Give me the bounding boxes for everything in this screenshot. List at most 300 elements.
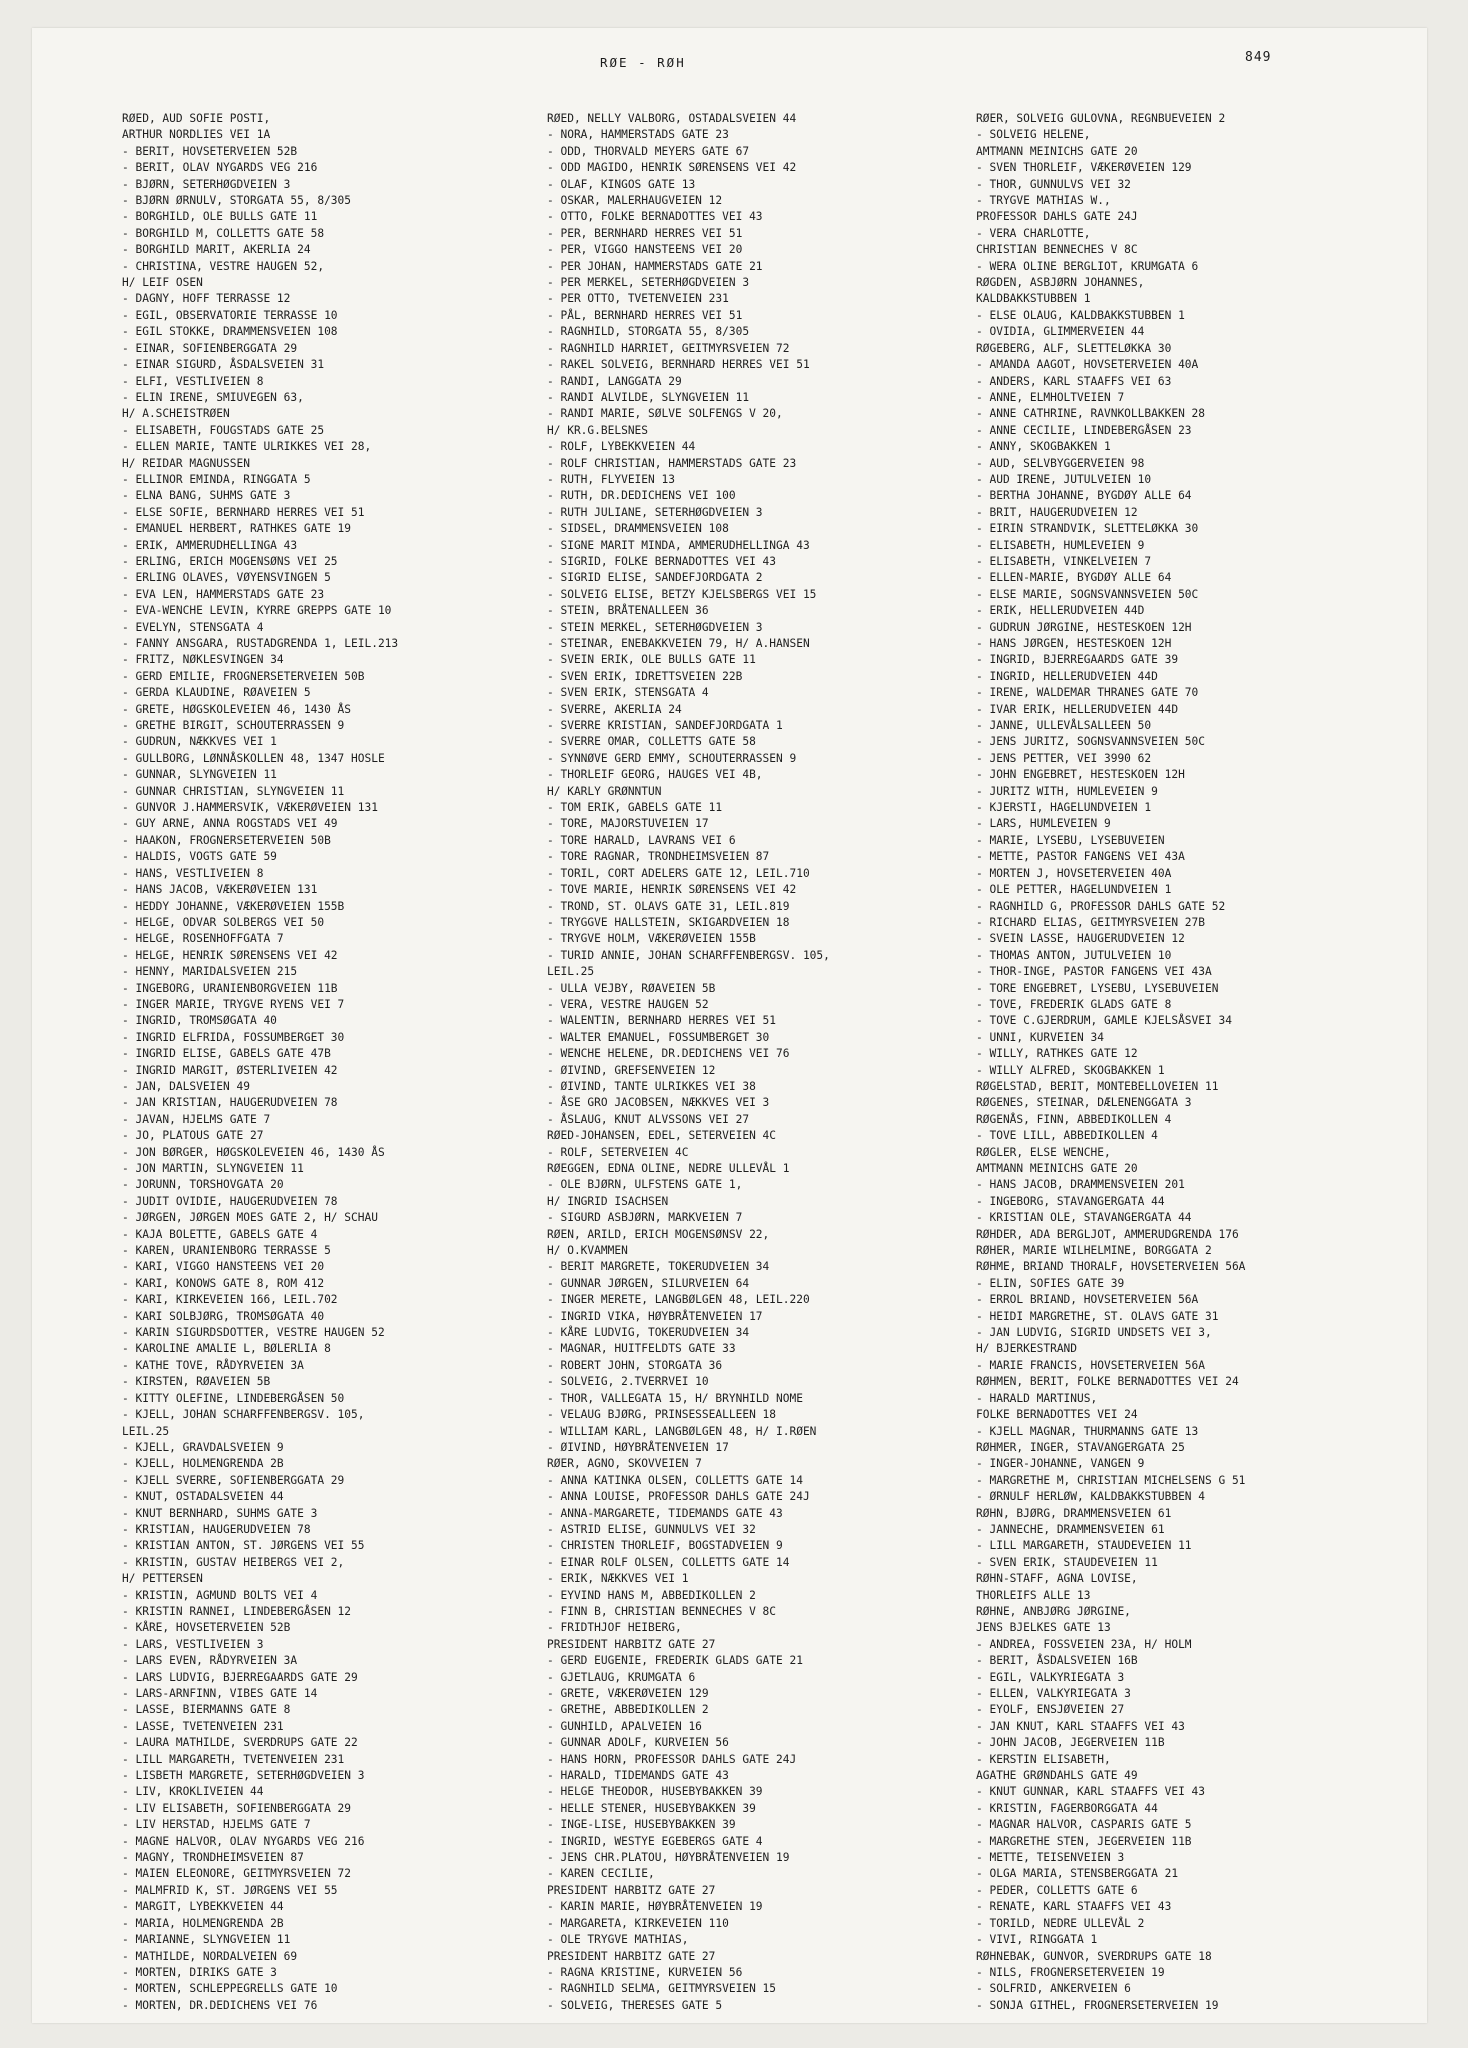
directory-entry: - KARI, KIRKEVEIEN 166, LEIL.702	[122, 1293, 338, 1307]
directory-entry: - WALENTIN, BERNHARD HERRES VEI 51	[547, 1014, 777, 1028]
directory-entry: - EINAR, SOFIENBERGGATA 29	[122, 341, 298, 355]
directory-entry: - BORGHILD MARIT, AKERLIA 24	[122, 243, 311, 257]
directory-entry: KALDBAKKSTUBBEN 1	[976, 292, 1091, 306]
directory-entry: - EVA-WENCHE LEVIN, KYRRE GREPPS GATE 10	[122, 604, 392, 618]
directory-entry: - IRENE, WALDEMAR THRANES GATE 70	[976, 686, 1199, 700]
directory-entry: - HANS JØRGEN, HESTESKOEN 12H	[976, 637, 1172, 650]
directory-entry: - SIDSEL, DRAMMENSVEIEN 108	[547, 522, 729, 536]
directory-entry: RØGEBERG, ALF, SLETTELØKKA 30	[976, 341, 1172, 355]
directory-entry: - HEIDI MARGRETHE, ST. OLAVS GATE 31	[976, 1309, 1219, 1323]
directory-entry: RØED, AUD SOFIE POSTI,	[122, 112, 271, 125]
directory-entry: - KARI, KONOWS GATE 8, ROM 412	[122, 1276, 325, 1290]
directory-entry: - SIGRID ELISE, SANDEFJORDGATA 2	[547, 571, 763, 585]
directory-entry: - TOM ERIK, GABELS GATE 11	[547, 801, 723, 815]
directory-entry: - WALTER EMANUEL, FOSSUMBERGET 30	[547, 1030, 770, 1044]
directory-entry: - KNUT GUNNAR, KARL STAAFFS VEI 43	[976, 1785, 1206, 1799]
directory-entry: - MAGNAR HALVOR, CASPARIS GATE 5	[976, 1818, 1192, 1832]
running-head: RØE - RØH	[600, 55, 686, 70]
directory-entry: RØGELSTAD, BERIT, MONTEBELLOVEIEN 11	[976, 1079, 1219, 1093]
directory-entry: JENS BJELKES GATE 13	[976, 1621, 1111, 1635]
directory-entry: AGATHE GRØNDAHLS GATE 49	[976, 1769, 1138, 1783]
directory-entry: H/ PETTERSEN	[122, 1572, 203, 1586]
directory-entry: H/ A.SCHEISTRØEN	[122, 407, 230, 421]
directory-entry: H/ LEIF OSEN	[122, 276, 203, 290]
directory-entry: - TORIL, CORT ADELERS GATE 12, LEIL.710	[547, 866, 810, 880]
directory-entry: - MAIEN ELEONORE, GEITMYRSVEIEN 72	[122, 1867, 352, 1881]
directory-entry: - OVIDIA, GLIMMERVEIEN 44	[976, 325, 1145, 339]
directory-entry: H/ INGRID ISACHSEN	[547, 1194, 669, 1208]
directory-entry: - JON MARTIN, SLYNGVEIEN 11	[122, 1162, 304, 1175]
directory-entry: - SVEN ERIK, STAUDEVEIEN 11	[976, 1555, 1158, 1569]
directory-entry: - GRETHE BIRGIT, SCHOUTERRASSEN 9	[122, 719, 345, 733]
directory-entry: - ROLF, LYBEKKVEIEN 44	[547, 440, 696, 454]
directory-entry: - SIGURD ASBJØRN, MARKVEIEN 7	[547, 1211, 743, 1225]
directory-entry: - ELISABETH, VINKELVEIEN 7	[976, 554, 1152, 568]
directory-entry: PROFESSOR DAHLS GATE 24J	[976, 210, 1138, 224]
directory-entry: - HELGE THEODOR, HUSEBYBAKKEN 39	[547, 1785, 763, 1799]
directory-entry: - HEDDY JOHANNE, VÆKERØVEIEN 155B	[122, 899, 345, 913]
directory-entry: - MORTEN, DR.DEDICHENS VEI 76	[122, 1998, 318, 2012]
directory-entry: - TOVE LILL, ABBEDIKOLLEN 4	[976, 1129, 1158, 1143]
directory-entry: - MARGRETHE M, CHRISTIAN MICHELSENS G 51	[976, 1473, 1246, 1487]
directory-entry: - BORGHILD M, COLLETTS GATE 58	[122, 226, 325, 240]
directory-entry: - EVELYN, STENSGATA 4	[122, 620, 264, 634]
directory-entry: - STEINAR, ENEBAKKVEIEN 79, H/ A.HANSEN	[547, 637, 810, 650]
directory-entry: - PÅL, BERNHARD HERRES VEI 51	[547, 308, 743, 322]
directory-entry: - ELLEN, VALKYRIEGATA 3	[976, 1687, 1131, 1700]
directory-entry: - JENS PETTER, VEI 3990 62	[976, 751, 1152, 765]
directory-entry: - AMANDA AAGOT, HOVSETERVEIEN 40A	[976, 358, 1199, 372]
directory-entry: - TORE, MAJORSTUVEIEN 17	[547, 817, 709, 831]
directory-entry: - KARIN SIGURDSDOTTER, VESTRE HAUGEN 52	[122, 1326, 385, 1340]
directory-entry: - BORGHILD, OLE BULLS GATE 11	[122, 210, 318, 224]
directory-entry: - ERLING OLAVES, VØYENSVINGEN 5	[122, 571, 331, 585]
directory-entry: - KJELL SVERRE, SOFIENBERGGATA 29	[122, 1473, 345, 1487]
directory-entry: - GERD EUGENIE, FREDERIK GLADS GATE 21	[547, 1654, 803, 1668]
directory-entry: - KRISTIN, AGMUND BOLTS VEI 4	[122, 1588, 318, 1602]
directory-entry: - RANDI MARIE, SØLVE SOLFENGS V 20,	[547, 407, 783, 421]
directory-entry: - HANS JACOB, VÆKERØVEIEN 131	[122, 883, 318, 897]
directory-entry: - SOLVEIG, 2.TVERRVEI 10	[547, 1375, 709, 1389]
directory-entry: - JOHN JACOB, JEGERVEIEN 11B	[976, 1736, 1165, 1750]
directory-entry: - TORE RAGNAR, TRONDHEIMSVEIEN 87	[547, 850, 770, 864]
directory-entry: RØGENÅS, FINN, ABBEDIKOLLEN 4	[976, 1112, 1172, 1126]
directory-entry: RØGDEN, ASBJØRN JOHANNES,	[976, 276, 1145, 290]
directory-entry: RØHN, BJØRG, DRAMMENSVEIEN 61	[976, 1506, 1172, 1520]
directory-entry: - MARGRETHE STEN, JEGERVEIEN 11B	[976, 1834, 1192, 1848]
directory-entry: - THOMAS ANTON, JUTULVEIEN 10	[976, 948, 1172, 962]
directory-entry: - ELIN IRENE, SMIUVEGEN 63,	[122, 390, 304, 404]
directory-entry: - HELGE, HENRIK SØRENSENS VEI 42	[122, 948, 338, 962]
directory-entry: - VERA CHARLOTTE,	[976, 226, 1091, 240]
directory-entry: RØHER, MARIE WILHELMINE, BORGGATA 2	[976, 1244, 1212, 1258]
directory-entry: - KRISTIN RANNEI, LINDEBERGÅSEN 12	[122, 1604, 352, 1618]
directory-entry: - FRITZ, NØKLESVINGEN 34	[122, 653, 284, 667]
directory-entry: - INGER MERETE, LANGBØLGEN 48, LEIL.220	[547, 1293, 810, 1307]
directory-entry: - TURID ANNIE, JOHAN SCHARFFENBERGSV. 105,	[547, 948, 830, 962]
directory-entry: - LAURA MATHILDE, SVERDRUPS GATE 22	[122, 1736, 358, 1750]
directory-entry: - INGRID, HELLERUDVEIEN 44D	[976, 669, 1158, 683]
directory-entry: - WILLY ALFRED, SKOGBAKKEN 1	[976, 1063, 1165, 1077]
directory-entry: - RUTH, DR.DEDICHENS VEI 100	[547, 489, 736, 503]
directory-entry: - MALMFRID K, ST. JØRGENS VEI 55	[122, 1883, 338, 1897]
directory-entry: - MARGIT, LYBEKKVEIEN 44	[122, 1900, 284, 1914]
directory-entry: - THORLEIF GEORG, HAUGES VEI 4B,	[547, 768, 763, 782]
directory-entry: - INGRID ELISE, GABELS GATE 47B	[122, 1047, 331, 1061]
directory-entry: - LILL MARGARETH, STAUDEVEIEN 11	[976, 1539, 1192, 1553]
directory-entry: - LASSE, BIERMANNS GATE 8	[122, 1703, 291, 1717]
directory-entry: - TROND, ST. OLAVS GATE 31, LEIL.819	[547, 899, 790, 913]
directory-entry: - EVA LEN, HAMMERSTADS GATE 23	[122, 587, 325, 601]
directory-entry: - OTTO, FOLKE BERNADOTTES VEI 43	[547, 210, 763, 224]
directory-entry: - RUTH JULIANE, SETERHØGDVEIEN 3	[547, 505, 763, 519]
directory-entry: - ANNY, SKOGBAKKEN 1	[976, 440, 1111, 454]
directory-entry: RØHMEN, BERIT, FOLKE BERNADOTTES VEI 24	[976, 1375, 1239, 1389]
directory-entry: - AUD, SELVBYGGERVEIEN 98	[976, 456, 1145, 470]
directory-entry: - KRISTIN, GUSTAV HEIBERGS VEI 2,	[122, 1555, 345, 1569]
directory-entry: - VIVI, RINGGATA 1	[976, 1933, 1098, 1947]
directory-entry: - INGEBORG, URANIENBORGVEIEN 11B	[122, 981, 338, 995]
directory-entry: - CHRISTEN THORLEIF, BOGSTADVEIEN 9	[547, 1539, 783, 1553]
directory-entry: - TOVE MARIE, HENRIK SØRENSENS VEI 42	[547, 883, 797, 897]
directory-entry: - OLE BJØRN, ULFSTENS GATE 1,	[547, 1178, 743, 1192]
directory-entry: - MAGNE HALVOR, OLAV NYGARDS VEG 216	[122, 1834, 365, 1848]
directory-entry: - BJØRN, SETERHØGDVEIEN 3	[122, 177, 291, 191]
directory-entry: - INGER-JOHANNE, VANGEN 9	[976, 1457, 1145, 1471]
directory-entry: - LARS EVEN, RÅDYRVEIEN 3A	[122, 1654, 298, 1668]
directory-entry: - DAGNY, HOFF TERRASSE 12	[122, 292, 291, 306]
directory-entry: - LISBETH MARGRETE, SETERHØGDVEIEN 3	[122, 1769, 365, 1783]
directory-entry: - GJETLAUG, KRUMGATA 6	[547, 1670, 696, 1684]
directory-entry: - SVEN ERIK, STENSGATA 4	[547, 686, 709, 700]
directory-entry: H/ O.KVAMMEN	[547, 1244, 628, 1258]
directory-entry: - INGRID, TROMSØGATA 40	[122, 1014, 277, 1028]
directory-entry: - KRISTIAN, HAUGERUDVEIEN 78	[122, 1522, 311, 1536]
directory-entry: - GUNNAR CHRISTIAN, SLYNGVEIEN 11	[122, 784, 345, 798]
directory-entry: - LARS LUDVIG, BJERREGAARDS GATE 29	[122, 1670, 358, 1684]
directory-entry: - GUNVOR J.HAMMERSVIK, VÆKERØVEIEN 131	[122, 801, 378, 815]
directory-entry: - NORA, HAMMERSTADS GATE 23	[547, 128, 729, 142]
directory-entry: - ROBERT JOHN, STORGATA 36	[547, 1358, 723, 1372]
directory-entry: - OLE TRYGVE MATHIAS,	[547, 1933, 689, 1947]
directory-entry: - JOHN ENGEBRET, HESTESKOEN 12H	[976, 768, 1185, 782]
directory-entry: - KÅRE, HOVSETERVEIEN 52B	[122, 1621, 291, 1635]
directory-entry: - ERIK, HELLERUDVEIEN 44D	[976, 604, 1145, 618]
directory-entry: - ANDERS, KARL STAAFFS VEI 63	[976, 374, 1172, 388]
directory-entry: - TORE HARALD, LAVRANS VEI 6	[547, 833, 736, 847]
directory-entry: - ELSE MARIE, SOGNSVANNSVEIEN 50C	[976, 587, 1199, 601]
directory-entry: - JENS CHR.PLATOU, HØYBRÅTENVEIEN 19	[547, 1851, 790, 1865]
directory-entry: - SONJA GITHEL, FROGNERSETERVEIEN 19	[976, 1998, 1219, 2012]
directory-entry: - JUDIT OVIDIE, HAUGERUDVEIEN 78	[122, 1194, 338, 1208]
directory-entry: - WENCHE HELENE, DR.DEDICHENS VEI 76	[547, 1047, 790, 1061]
directory-entry: H/ REIDAR MAGNUSSEN	[122, 456, 250, 470]
directory-entry: - ANNE CATHRINE, RAVNKOLLBAKKEN 28	[976, 407, 1206, 421]
directory-entry: - WILLIAM KARL, LANGBØLGEN 48, H/ I.RØEN	[547, 1424, 817, 1438]
directory-entry: - RAGNHILD HARRIET, GEITMYRSVEIEN 72	[547, 341, 790, 355]
directory-entry: - EGIL, OBSERVATORIE TERRASSE 10	[122, 308, 338, 322]
directory-entry: - GUNHILD, APALVEIEN 16	[547, 1719, 702, 1733]
directory-entry: - JAN KNUT, KARL STAAFFS VEI 43	[976, 1719, 1185, 1733]
directory-entry: RØHN-STAFF, AGNA LOVISE,	[976, 1572, 1138, 1586]
directory-entry: - GERDA KLAUDINE, RØAVEIEN 5	[122, 686, 311, 700]
directory-entry: LEIL.25	[547, 965, 595, 979]
directory-entry: - EGIL, VALKYRIEGATA 3	[976, 1670, 1125, 1684]
directory-entry: - WILLY, RATHKES GATE 12	[976, 1047, 1138, 1061]
directory-entry: - RAKEL SOLVEIG, BERNHARD HERRES VEI 51	[547, 358, 810, 372]
directory-entry: - EINAR SIGURD, ÅSDALSVEIEN 31	[122, 358, 325, 372]
directory-entry: - ANNA KATINKA OLSEN, COLLETTS GATE 14	[547, 1473, 803, 1487]
directory-entry: RØHDER, ADA BERGLJOT, AMMERUDGRENDA 176	[976, 1227, 1239, 1241]
directory-entry: - RANDI ALVILDE, SLYNGVEIEN 11	[547, 390, 750, 404]
directory-entry: - PER, VIGGO HANSTEENS VEI 20	[547, 243, 743, 257]
directory-entry: - THOR-INGE, PASTOR FANGENS VEI 43A	[976, 965, 1212, 979]
directory-entry: - RUTH, FLYVEIEN 13	[547, 472, 675, 486]
directory-entry: PRESIDENT HARBITZ GATE 27	[547, 1637, 716, 1651]
directory-entry: - BERIT MARGRETE, TOKERUDVEIEN 34	[547, 1260, 770, 1274]
directory-entry: - RAGNHILD G, PROFESSOR DAHLS GATE 52	[976, 899, 1226, 913]
directory-entry: - OLAF, KINGOS GATE 13	[547, 177, 696, 191]
directory-entry: - GRETE, VÆKERØVEIEN 129	[547, 1687, 709, 1700]
directory-entry: - ODD MAGIDO, HENRIK SØRENSENS VEI 42	[547, 161, 797, 175]
directory-entry: - HELGE, ROSENHOFFGATA 7	[122, 932, 284, 946]
directory-entry: - INGRID ELFRIDA, FOSSUMBERGET 30	[122, 1030, 345, 1044]
directory-entry: - ÅSE GRO JACOBSEN, NÆKKVES VEI 3	[547, 1096, 770, 1110]
directory-entry: - BJØRN ØRNULV, STORGATA 55, 8/305	[122, 194, 352, 208]
directory-entry: - EYVIND HANS M, ABBEDIKOLLEN 2	[547, 1588, 756, 1602]
directory-entry: - MORTEN, SCHLEPPEGRELLS GATE 10	[122, 1982, 338, 1996]
directory-entry: - KATHE TOVE, RÅDYRVEIEN 3A	[122, 1358, 304, 1372]
directory-entry: - EMANUEL HERBERT, RATHKES GATE 19	[122, 522, 352, 536]
directory-entry: - GUNNAR, SLYNGVEIEN 11	[122, 768, 277, 782]
directory-entry: - THOR, GUNNULVS VEI 32	[976, 177, 1131, 191]
directory-entry: - TOVE C.GJERDRUM, GAMLE KJELSÅSVEI 34	[976, 1014, 1232, 1028]
directory-entry: - KAREN, URANIENBORG TERRASSE 5	[122, 1244, 331, 1258]
directory-entry: - KNUT BERNHARD, SUHMS GATE 3	[122, 1506, 318, 1520]
directory-entry: - IVAR ERIK, HELLERUDVEIEN 44D	[976, 702, 1179, 716]
directory-entry: - NILS, FROGNERSETERVEIEN 19	[976, 1965, 1165, 1979]
directory-entry: - SOLVEIG HELENE,	[976, 128, 1091, 142]
directory-entry: - VELAUG BJØRG, PRINSESSEALLEEN 18	[547, 1408, 777, 1422]
directory-entry: RØHME, BRIAND THORALF, HOVSETERVEIEN 56A	[976, 1260, 1246, 1274]
directory-entry: AMTMANN MEINICHS GATE 20	[976, 144, 1138, 158]
directory-entry: - RANDI, LANGGATA 29	[547, 374, 682, 388]
directory-entry: - MORTEN, DIRIKS GATE 3	[122, 1965, 277, 1979]
directory-entry: - MARIE FRANCIS, HOVSETERVEIEN 56A	[976, 1358, 1206, 1372]
directory-entry: - HAAKON, FROGNERSETERVEIEN 50B	[122, 833, 331, 847]
directory-entry: - INGEBORG, STAVANGERGATA 44	[976, 1194, 1165, 1208]
directory-entry: - LARS-ARNFINN, VIBES GATE 14	[122, 1687, 318, 1700]
directory-entry: - HANS HORN, PROFESSOR DAHLS GATE 24J	[547, 1752, 797, 1766]
directory-entry: - ELIN, SOFIES GATE 39	[976, 1276, 1125, 1290]
directory-entry: - STEIN MERKEL, SETERHØGDVEIEN 3	[547, 620, 763, 634]
directory-entry: - SOLVEIG ELISE, BETZY KJELSBERGS VEI 15	[547, 587, 817, 601]
directory-entry: - ANNA-MARGARETE, TIDEMANDS GATE 43	[547, 1506, 783, 1520]
directory-entry: RØGLER, ELSE WENCHE,	[976, 1145, 1111, 1159]
directory-entry: - ASTRID ELISE, GUNNULVS VEI 32	[547, 1522, 756, 1536]
directory-entry: - JAVAN, HJELMS GATE 7	[122, 1112, 271, 1126]
directory-entry: - JENS JURITZ, SOGNSVANNSVEIEN 50C	[976, 735, 1206, 749]
directory-entry: - ELLEN MARIE, TANTE ULRIKKES VEI 28,	[122, 440, 372, 454]
directory-entry: - SVERRE, AKERLIA 24	[547, 702, 682, 716]
directory-entry: - KRISTIAN OLE, STAVANGERGATA 44	[976, 1211, 1192, 1225]
directory-entry: - ELLEN-MARIE, BYGDØY ALLE 64	[976, 571, 1172, 585]
directory-entry: H/ KR.G.BELSNES	[547, 423, 649, 437]
directory-entry: - FANNY ANSGARA, RUSTADGRENDA 1, LEIL.213	[122, 637, 399, 650]
directory-entry: - MARGARETA, KIRKEVEIEN 110	[547, 1916, 729, 1930]
directory-entry: - ELLINOR EMINDA, RINGGATA 5	[122, 472, 311, 486]
directory-entry: - ODD, THORVALD MEYERS GATE 67	[547, 144, 750, 158]
directory-entry: - SVEN ERIK, IDRETTSVEIEN 22B	[547, 669, 743, 683]
directory-entry: - ELFI, VESTLIVEIEN 8	[122, 374, 264, 388]
directory-entry: - GULLBORG, LØNNÅSKOLLEN 48, 1347 HOSLE	[122, 751, 385, 765]
directory-entry: - AUD IRENE, JUTULVEIEN 10	[976, 472, 1152, 486]
directory-entry: - MORTEN J, HOVSETERVEIEN 40A	[976, 866, 1172, 880]
directory-entry: - KJELL, JOHAN SCHARFFENBERGSV. 105,	[122, 1408, 365, 1422]
directory-entry: - JAN, DALSVEIEN 49	[122, 1079, 250, 1093]
directory-entry: - MAGNAR, HUITFELDTS GATE 33	[547, 1342, 736, 1356]
directory-entry: - SIGRID, FOLKE BERNADOTTES VEI 43	[547, 554, 777, 568]
directory-entry: RØHNE, ANBJØRG JØRGINE,	[976, 1604, 1131, 1618]
directory-entry: - ØIVIND, TANTE ULRIKKES VEI 38	[547, 1079, 756, 1093]
directory-entry: - ELISABETH, FOUGSTADS GATE 25	[122, 423, 325, 437]
directory-entry: - ELISABETH, HUMLEVEIEN 9	[976, 538, 1145, 552]
directory-entry: RØGENES, STEINAR, DÆLENENGGATA 3	[976, 1096, 1192, 1110]
directory-entry: - LIV ELISABETH, SOFIENBERGGATA 29	[122, 1801, 352, 1815]
directory-entry: - KRISTIAN ANTON, ST. JØRGENS VEI 55	[122, 1539, 365, 1553]
directory-entry: - PER OTTO, TVETENVEIEN 231	[547, 292, 729, 306]
directory-entry: - FRIDTHJOF HEIBERG,	[547, 1621, 682, 1635]
directory-entry: - EINAR ROLF OLSEN, COLLETTS GATE 14	[547, 1555, 790, 1569]
directory-entry: - INGRID, WESTYE EGEBERGS GATE 4	[547, 1834, 763, 1848]
directory-entry: - MAGNY, TRONDHEIMSVEIEN 87	[122, 1851, 304, 1865]
directory-entry: - SIGNE MARIT MINDA, AMMERUDHELLINGA 43	[547, 538, 810, 552]
directory-entry: - SVEIN ERIK, OLE BULLS GATE 11	[547, 653, 756, 667]
directory-entry: RØER, SOLVEIG GULOVNA, REGNBUEVEIEN 2	[976, 112, 1226, 125]
directory-entry: - BERIT, OLAV NYGARDS VEG 216	[122, 161, 318, 175]
directory-entry: - HELGE, ODVAR SOLBERGS VEI 50	[122, 915, 325, 929]
directory-entry: - CHRISTINA, VESTRE HAUGEN 52,	[122, 259, 325, 273]
directory-entry: - ROLF, SETERVEIEN 4C	[547, 1145, 689, 1159]
directory-entry: ARTHUR NORDLIES VEI 1A	[122, 128, 271, 142]
directory-entry: - ANNE CECILIE, LINDEBERGÅSEN 23	[976, 423, 1192, 437]
directory-entry: - KARI, VIGGO HANSTEENS VEI 20	[122, 1260, 325, 1274]
directory-entry: - ROLF CHRISTIAN, HAMMERSTADS GATE 23	[547, 456, 797, 470]
directory-entry: - PEDER, COLLETTS GATE 6	[976, 1883, 1138, 1897]
directory-entry: - JO, PLATOUS GATE 27	[122, 1129, 264, 1143]
directory-entry: - TRYGGVE HALLSTEIN, SKIGARDVEIEN 18	[547, 915, 790, 929]
directory-entry: - ELSE SOFIE, BERNHARD HERRES VEI 51	[122, 505, 365, 519]
directory-entry: - LILL MARGARETH, TVETENVEIEN 231	[122, 1752, 345, 1766]
directory-entry: - SVEIN LASSE, HAUGERUDVEIEN 12	[976, 932, 1185, 946]
directory-entry: - RICHARD ELIAS, GEITMYRSVEIEN 27B	[976, 915, 1206, 929]
directory-entry: - HENNY, MARIDALSVEIEN 215	[122, 965, 298, 979]
directory-entry: - HALDIS, VOGTS GATE 59	[122, 850, 277, 864]
directory-entry: - ERLING, ERICH MOGENSØNS VEI 25	[122, 554, 338, 568]
directory-entry: - EGIL STOKKE, DRAMMENSVEIEN 108	[122, 325, 338, 339]
directory-entry: RØED-JOHANSEN, EDEL, SETERVEIEN 4C	[547, 1129, 777, 1143]
directory-entry: - HELLE STENER, HUSEBYBAKKEN 39	[547, 1801, 756, 1815]
directory-entry: - TRYGVE MATHIAS W.,	[976, 194, 1111, 208]
directory-entry: - TOVE, FREDERIK GLADS GATE 8	[976, 997, 1172, 1011]
directory-entry: - KAREN CECILIE,	[547, 1867, 655, 1881]
directory-entry: - OLE PETTER, HAGELUNDVEIEN 1	[976, 883, 1172, 897]
directory-column-3	[976, 111, 1416, 2014]
directory-entry: - EYOLF, ENSJØVEIEN 27	[976, 1703, 1125, 1717]
directory-entry: - SVERRE KRISTIAN, SANDEFJORDGATA 1	[547, 719, 783, 733]
directory-entry: - ULLA VEJBY, RØAVEIEN 5B	[547, 981, 716, 995]
directory-entry: - BERIT, ÅSDALSVEIEN 16B	[976, 1654, 1138, 1668]
directory-entry: RØEN, ARILD, ERICH MOGENSØNSV 22,	[547, 1227, 770, 1241]
directory-entry: - VERA, VESTRE HAUGEN 52	[547, 997, 709, 1011]
directory-entry: - KAJA BOLETTE, GABELS GATE 4	[122, 1227, 318, 1241]
directory-entry: - HANS JACOB, DRAMMENSVEIEN 201	[976, 1178, 1185, 1192]
page-number: 849	[1245, 50, 1272, 65]
directory-entry: RØHMER, INGER, STAVANGERGATA 25	[976, 1440, 1185, 1454]
directory-entry: - INGER MARIE, TRYGVE RYENS VEI 7	[122, 997, 345, 1011]
directory-entry: - MARIANNE, SLYNGVEIEN 11	[122, 1933, 291, 1947]
directory-entry: - THOR, VALLEGATA 15, H/ BRYNHILD NOME	[547, 1391, 803, 1405]
directory-entry: - TORILD, NEDRE ULLEVÅL 2	[976, 1916, 1145, 1930]
directory-entry: - WERA OLINE BERGLIOT, KRUMGATA 6	[976, 259, 1199, 273]
directory-entry: - HARALD MARTINUS,	[976, 1391, 1098, 1405]
directory-entry: - GUDRUN, NÆKKVES VEI 1	[122, 735, 277, 749]
directory-entry: - ERIK, NÆKKVES VEI 1	[547, 1572, 689, 1586]
directory-entry: - BERIT, HOVSETERVEIEN 52B	[122, 144, 298, 158]
directory-entry: - GUY ARNE, ANNA ROGSTADS VEI 49	[122, 817, 338, 831]
directory-entry: - SOLVEIG, THERESES GATE 5	[547, 1998, 723, 2012]
directory-entry: - LASSE, TVETENVEIEN 231	[122, 1719, 284, 1733]
directory-entry: - ELSE OLAUG, KALDBAKKSTUBBEN 1	[976, 308, 1185, 322]
directory-entry: - RAGNHILD SELMA, GEITMYRSVEIEN 15	[547, 1982, 777, 1996]
directory-entry: - ØIVIND, HØYBRÅTENVEIEN 17	[547, 1440, 729, 1454]
directory-entry: - KIRSTEN, RØAVEIEN 5B	[122, 1375, 271, 1389]
directory-entry: - STEIN, BRÅTENALLEEN 36	[547, 604, 709, 618]
directory-entry: - KJELL, HOLMENGRENDA 2B	[122, 1457, 284, 1471]
directory-entry: - KJERSTI, HAGELUNDVEIEN 1	[976, 801, 1152, 815]
directory-entry: - GRETE, HØGSKOLEVEIEN 46, 1430 ÅS	[122, 702, 352, 716]
directory-entry: - KJELL, GRAVDALSVEIEN 9	[122, 1440, 284, 1454]
directory-entry: AMTMANN MEINICHS GATE 20	[976, 1162, 1138, 1175]
directory-entry: - KNUT, OSTADALSVEIEN 44	[122, 1490, 284, 1504]
directory-entry: - JORUNN, TORSHOVGATA 20	[122, 1178, 284, 1192]
directory-entry: - OLGA MARIA, STENSBERGGATA 21	[976, 1867, 1179, 1881]
directory-entry: - INGRID MARGIT, ØSTERLIVEIEN 42	[122, 1063, 338, 1077]
directory-entry: RØER, AGNO, SKOVVEIEN 7	[547, 1457, 702, 1471]
directory-entry: - FINN B, CHRISTIAN BENNECHES V 8C	[547, 1604, 777, 1618]
directory-entry: - INGRID VIKA, HØYBRÅTENVEIEN 17	[547, 1309, 763, 1323]
directory-entry: PRESIDENT HARBITZ GATE 27	[547, 1883, 716, 1897]
directory-entry: - ELNA BANG, SUHMS GATE 3	[122, 489, 291, 503]
directory-entry: - JANNECHE, DRAMMENSVEIEN 61	[976, 1522, 1165, 1536]
directory-entry: - MATHILDE, NORDALVEIEN 69	[122, 1949, 298, 1963]
directory-entry: - LARS, HUMLEVEIEN 9	[976, 817, 1111, 831]
directory-entry: - ERIK, AMMERUDHELLINGA 43	[122, 538, 298, 552]
directory-entry: - JON BØRGER, HØGSKOLEVEIEN 46, 1430 ÅS	[122, 1145, 385, 1159]
directory-entry: RØEGGEN, EDNA OLINE, NEDRE ULLEVÅL 1	[547, 1162, 790, 1175]
directory-entry: THORLEIFS ALLE 13	[976, 1588, 1091, 1602]
directory-entry: - METTE, PASTOR FANGENS VEI 43A	[976, 850, 1185, 864]
directory-entry: - LARS, VESTLIVEIEN 3	[122, 1637, 264, 1651]
directory-entry: - RAGNHILD, STORGATA 55, 8/305	[547, 325, 750, 339]
directory-entry: - TORE ENGEBRET, LYSEBU, LYSEBUVEIEN	[976, 981, 1219, 995]
directory-entry: - ANNE, ELMHOLTVEIEN 7	[976, 390, 1125, 404]
directory-entry: - BERTHA JOHANNE, BYGDØY ALLE 64	[976, 489, 1192, 503]
directory-entry: - PER JOHAN, HAMMERSTADS GATE 21	[547, 259, 763, 273]
directory-entry: - GUDRUN JØRGINE, HESTESKOEN 12H	[976, 620, 1192, 634]
directory-entry: - OSKAR, MALERHAUGVEIEN 12	[547, 194, 723, 208]
directory-entry: - EIRIN STRANDVIK, SLETTELØKKA 30	[976, 522, 1199, 536]
